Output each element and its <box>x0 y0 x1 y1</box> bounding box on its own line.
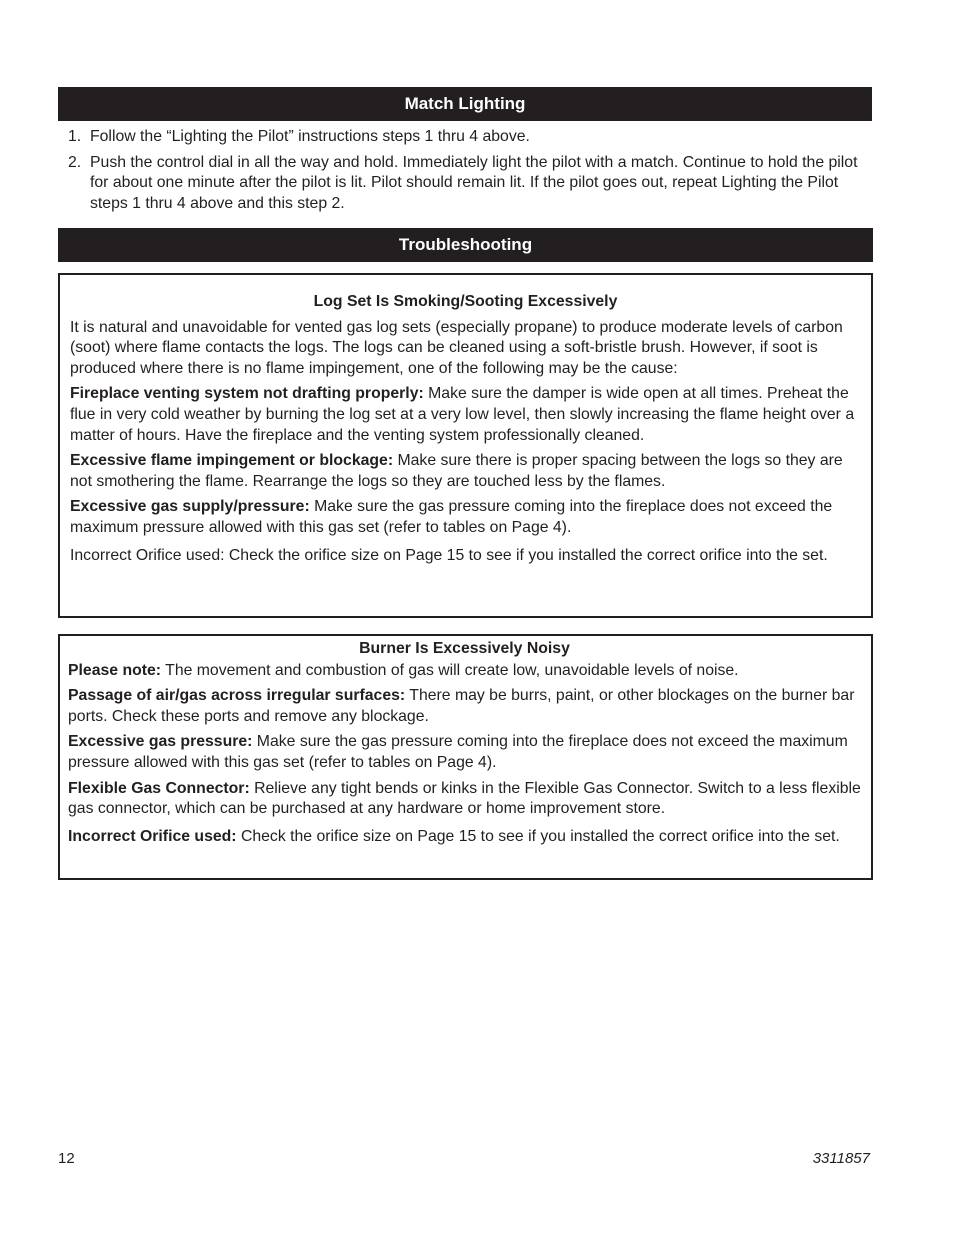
cause-label: Fireplace venting system not drafting properly: <box>70 385 424 403</box>
smoking-intro: It is natural and unavoidable for vented gas log sets (especially propane) to produce moderate levels of carbon (soot) where flame contacts the logs. The logs can be cleaned using a soft-bristle brush. However, if soot is produced where there is no flame impingement, one of the following may be the cause: <box>70 318 843 377</box>
cause-label: Flexible Gas Connector: <box>68 779 250 797</box>
noise-flexible-connector <box>68 779 861 820</box>
step-number: 1. <box>68 128 82 145</box>
cause-label: Excessive gas supply/pressure: <box>70 498 310 516</box>
cause-gas-supply <box>70 497 861 538</box>
cause-label: Excessive flame impingement or blockage: <box>70 452 394 470</box>
noise-irregular-surfaces <box>68 686 861 727</box>
troubleshooting-heading: Troubleshooting <box>58 228 873 262</box>
match-lighting-steps <box>66 127 866 219</box>
noise-note <box>68 661 861 682</box>
burner-noisy-box <box>58 634 873 880</box>
step-text: Push the control dial in all the way and hold. Immediately light the pilot with a match. Continue to hold the pilot for about one minute after the pilot is lit. Pilot should remain lit. If the pilot goes out, repeat Lighting the Pilot steps 1 thru 4 above and this step 2. <box>90 153 858 212</box>
noise-orifice <box>68 825 861 848</box>
smoking-sooting-title: Log Set Is Smoking/Sooting Excessively <box>313 293 618 310</box>
cause-label: Passage of air/gas across irregular surfaces: <box>68 687 406 705</box>
cause-text: Check the orifice size on Page 15 to see if you installed the correct orifice into the set. <box>236 827 840 845</box>
document-number: 3311857 <box>812 1150 870 1167</box>
match-lighting-heading: Match Lighting <box>58 87 872 121</box>
cause-text: Make sure there is proper spacing between the logs so they are not smothering the flame. Rearrange the logs so they are touched less by the flames. <box>70 452 843 490</box>
cause-text: Relieve any tight bends or kinks in the Flexible Gas Connector. Switch to a less flexible gas connector, which can be purchased at any hardware or home improvement store. <box>68 779 861 818</box>
burner-noisy-title: Burner Is Excessively Noisy <box>359 640 570 657</box>
cause-text: Make sure the gas pressure coming into the fireplace does not exceed the maximum pressure allowed with this gas set (refer to tables on Page 4). <box>68 733 848 771</box>
cause-venting <box>70 384 861 446</box>
cause-impingement <box>70 451 861 492</box>
cause-label: Excessive gas pressure: <box>68 733 253 751</box>
step-text: Follow the “Lighting the Pilot” instructions steps 1 thru 4 above. <box>90 128 530 145</box>
step-number: 2. <box>68 153 82 171</box>
list-item <box>66 127 866 148</box>
cause-orifice: Incorrect Orifice used: Check the orifice size on Page 15 to see if you installed the correct orifice into the set. <box>70 546 828 564</box>
cause-text: Make sure the damper is wide open at all times. Preheat the flue in very cold weather by burning the log set at a very low level, then slowly increasing the flame height over a matter of hours. Have the fireplace and the venting system professionally cleaned. <box>70 385 855 444</box>
list-item <box>66 153 866 215</box>
smoking-sooting-box <box>58 273 873 618</box>
cause-text: The movement and combustion of gas will create low, unavoidable levels of noise. <box>161 661 739 679</box>
cause-text: There may be burrs, paint, or other blockages on the burner bar ports. Check these ports and remove any blockage. <box>68 687 855 725</box>
cause-text: Make sure the gas pressure coming into the fireplace does not exceed the maximum pressure allowed with this gas set (refer to tables on Page 4). <box>70 498 833 536</box>
noise-gas-pressure <box>68 732 861 773</box>
cause-label: Please note: <box>68 661 162 679</box>
cause-label: Incorrect Orifice used: <box>68 827 237 845</box>
page-number: 12 <box>58 1150 75 1167</box>
